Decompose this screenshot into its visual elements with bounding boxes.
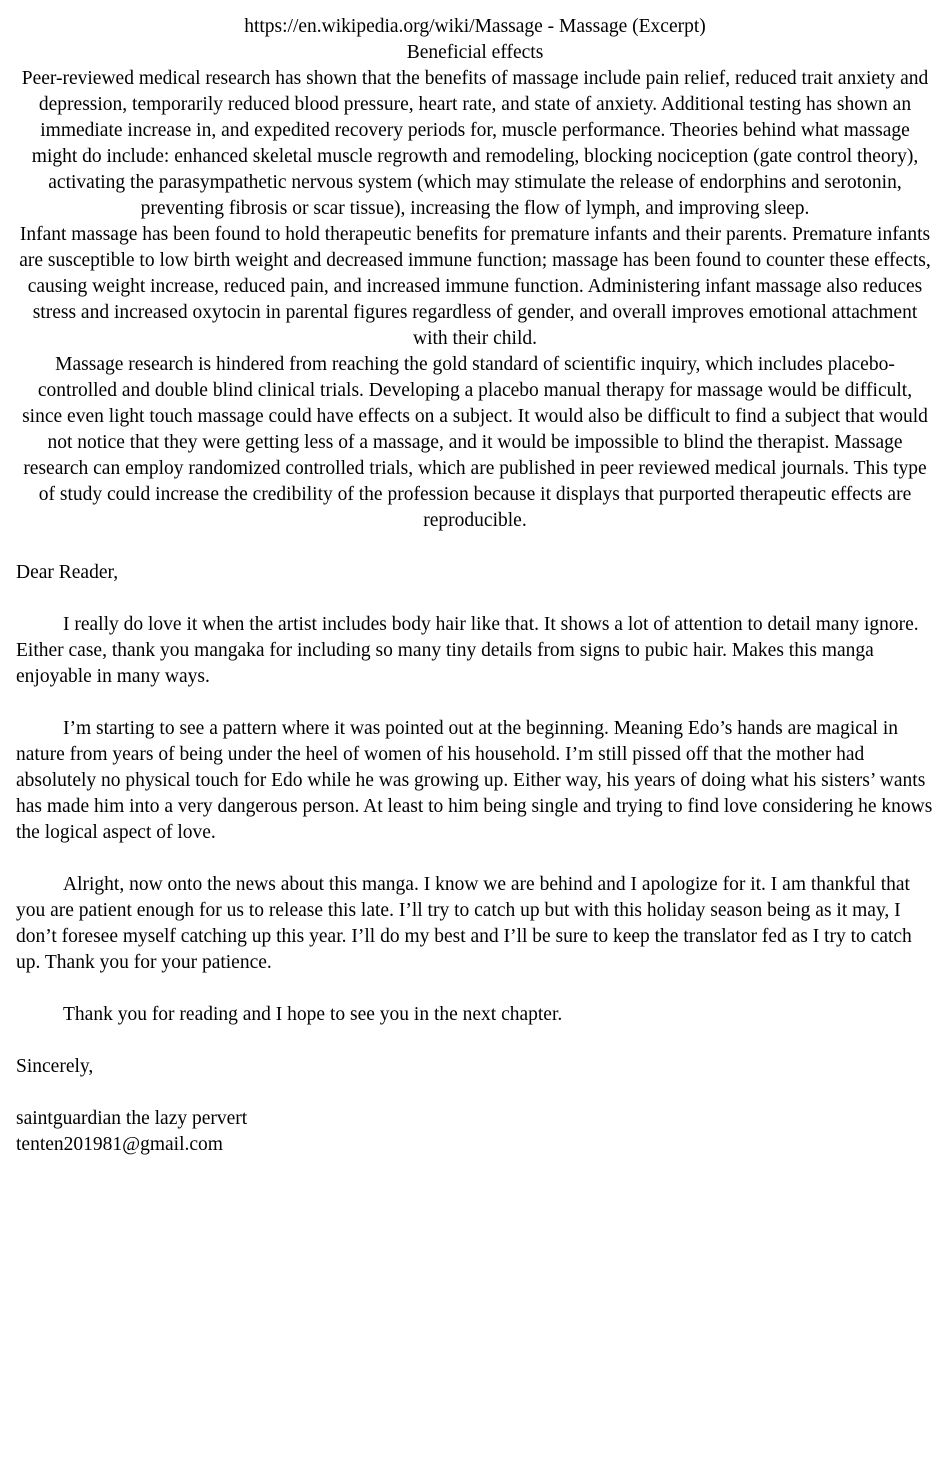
- letter-paragraph-1: I really do love it when the artist includes body hair like that. It shows a lot of attention to detail many ignore. Either case, thank you mangaka for including so many tiny details from signs to pubic hair. Makes this manga enjoyable in many ways.: [16, 614, 919, 687]
- source-url-line: https://en.wikipedia.org/wiki/Massage - Massage (Excerpt): [244, 16, 706, 37]
- excerpt-paragraph-2: Infant massage has been found to hold therapeutic benefits for premature infants and their parents. Premature infants are susceptible to low birth weight and decreased immune function; massage has been found to counter these effects, causing weight increase, reduced pain, and increased immune function. Administering infant massage also reduces stress and increased oxytocin in parental figures regardless of gender, and overall improves emotional attachment with their child.: [19, 224, 931, 349]
- excerpt-paragraph-3: Massage research is hindered from reaching the gold standard of scientific inquiry, which includes placebo-controlled and double blind clinical trials. Developing a placebo manual therapy for massage would be difficult, since even light touch massage could have effects on a subject. It would also be difficult to find a subject that would not notice that they were getting less of a massage, and it would be impossible to blind the therapist. Massage research can employ randomized controlled trials, which are published in peer reviewed medical journals. This type of study could increase the credibility of the profession because it displays that purported therapeutic effects are reproducible.: [22, 354, 928, 531]
- signature-block: [16, 1106, 934, 1158]
- wikipedia-excerpt: [16, 66, 934, 534]
- letter-paragraph-3: Alright, now onto the news about this manga. I know we are behind and I apologize for it. I am thankful that you are patient enough for us to release this late. I’ll try to catch up but with this holiday season being as it may, I don’t foresee myself catching up this year. I’ll do my best and I’ll be sure to keep the translator fed as I try to catch up. Thank you for your patience.: [16, 874, 912, 973]
- letter-paragraph-2: I’m starting to see a pattern where it was pointed out at the beginning. Meaning Edo’s hands are magical in nature from years of being under the heel of women of his household. I’m still pissed off that the mother had absolutely no physical touch for Edo while he was growing up. Either way, his years of doing what his sisters’ wants has made him into a very dangerous person. At least to him being single and trying to find love considering he knows the logical aspect of love.: [16, 718, 933, 843]
- letter-closing: Sincerely,: [16, 1056, 94, 1077]
- signature-name: saintguardian the lazy pervert: [16, 1108, 248, 1129]
- translator-letter: [16, 560, 934, 1158]
- letter-salutation: Dear Reader,: [16, 562, 119, 583]
- excerpt-paragraph-1: Peer-reviewed medical research has shown that the benefits of massage include pain relief, reduced trait anxiety and depression, temporarily reduced blood pressure, heart rate, and state of anxiety. Additional testing has shown an immediate increase in, and expedited recovery periods for, muscle performance. Theories behind what massage might do include: enhanced skeletal muscle regrowth and remodeling, blocking nociception (gate control theory), activating the parasympathetic nervous system (which may stimulate the release of endorphins and serotonin, preventing fibrosis or scar tissue), increasing the flow of lymph, and improving sleep.: [21, 68, 929, 219]
- section-title: Beneficial effects: [406, 42, 544, 63]
- letter-paragraph-4: Thank you for reading and I hope to see you in the next chapter.: [63, 1004, 563, 1025]
- signature-email: tenten201981@gmail.com: [16, 1134, 223, 1155]
